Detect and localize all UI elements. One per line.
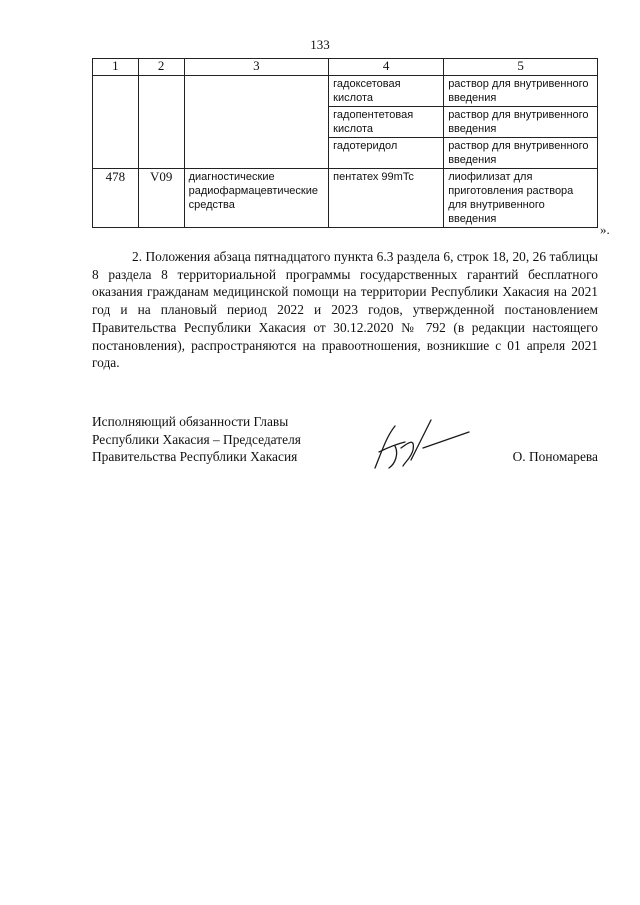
dosage-form-cell: раствор для внутривенного введения (444, 76, 598, 107)
column-header: 2 (138, 59, 184, 76)
empty-cell (138, 76, 184, 107)
column-header: 1 (93, 59, 139, 76)
atc-code-cell: V09 (138, 169, 184, 228)
column-header: 5 (444, 59, 598, 76)
group-cell: диагностические радиофармацевтические средства (184, 169, 329, 228)
dosage-form-cell: раствор для внутривенного введения (444, 138, 598, 169)
closing-quote: ». (600, 222, 610, 237)
empty-cell (93, 138, 139, 169)
signer-title-line: Республики Хакасия – Председателя (92, 431, 301, 447)
signer-title-line: Исполняющий обязанности Главы (92, 414, 289, 429)
empty-cell (184, 76, 329, 107)
substance-cell: гадоксетовая кислота (329, 76, 444, 107)
table-row (93, 138, 598, 169)
signer-name: О. Пономарева (512, 449, 598, 464)
dosage-form-cell: лиофилизат для приготовления раствора для внутривенного введения (444, 169, 598, 228)
body-paragraph: 2. Положения абзаца пятнадцатого пункта 6.3 раздела 6, строк 18, 20, 26 таблицы 8 раздела 8 территориальной программы государственных гарантий бесплатного оказания гражданам медицинской помощи на территории Республики Хакасия на 2021 год и на плановый период 2022 и 2023 годов, утвержденной постановлением Правительства Республики Хакасия от 30.12.2020 № 792 (в редакции настоящего постановления), распространяются на правоотношения, возникшие с 01 апреля 2021 года. (92, 249, 598, 371)
empty-cell (93, 107, 139, 138)
table-row (93, 76, 598, 107)
dosage-form-cell: раствор для внутривенного введения (444, 107, 598, 138)
empty-cell (93, 76, 139, 107)
signer-title-line: Правительства Республики Хакасия (92, 449, 298, 465)
table-header-row (93, 59, 598, 76)
handwritten-signature (365, 408, 475, 478)
empty-cell (184, 107, 329, 138)
empty-cell (138, 107, 184, 138)
drug-table (92, 58, 598, 228)
column-header: 3 (184, 59, 329, 76)
signer-title (92, 413, 352, 466)
table-row (93, 107, 598, 138)
empty-cell (184, 138, 329, 169)
table-row (93, 169, 598, 228)
substance-cell: гадопентетовая кислота (329, 107, 444, 138)
substance-cell: пентатех 99mTc (329, 169, 444, 228)
column-header: 4 (329, 59, 444, 76)
page-number: 133 (310, 37, 330, 52)
empty-cell (138, 138, 184, 169)
row-number-cell: 478 (93, 169, 139, 228)
substance-cell: гадотеридол (329, 138, 444, 169)
